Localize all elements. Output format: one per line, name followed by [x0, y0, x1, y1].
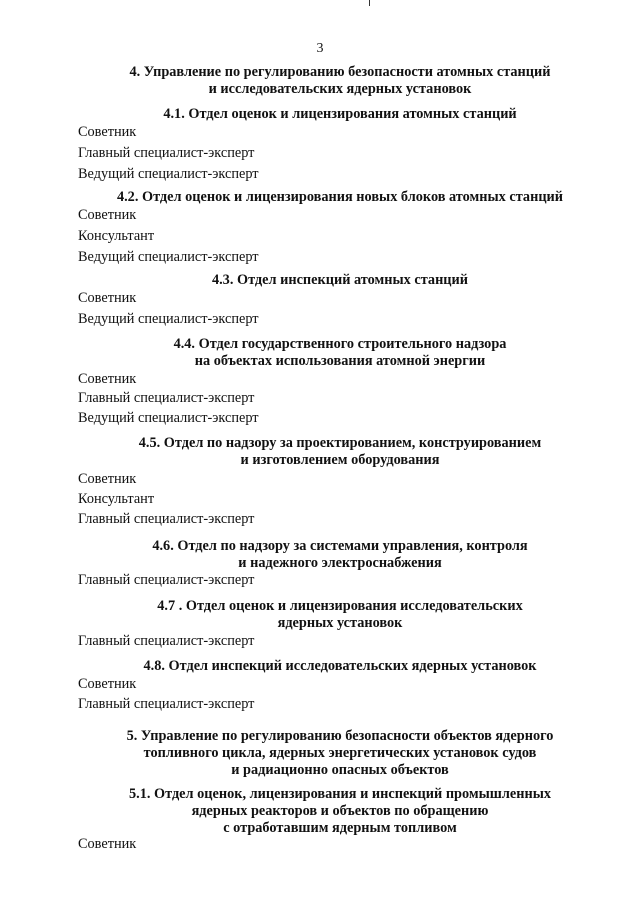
section-4-8-heading: 4.8. Отдел инспекций исследовательских ядерных установок — [143, 658, 537, 674]
position-item: Советник — [78, 836, 137, 852]
position-item: Ведущий специалист-эксперт — [78, 249, 259, 265]
position-item: Советник — [78, 207, 137, 223]
section-5-1-heading: 5.1. Отдел оценок, лицензирования и инспекций промышленных ядерных реакторов и объектов по обращению с отработавшим ядерным топливом — [128, 786, 552, 836]
position-item: Консультант — [78, 228, 155, 244]
position-item: Советник — [78, 290, 137, 306]
scan-edge-mark — [369, 0, 370, 6]
section-4-3-heading: 4.3. Отдел инспекций атомных станций — [211, 272, 469, 288]
section-4-4-heading: 4.4. Отдел государственного строительного надзора на объектах использования атомной энергии — [173, 336, 507, 369]
position-item: Главный специалист-эксперт — [78, 390, 255, 406]
position-item: Советник — [78, 471, 137, 487]
section-4-1-heading: 4.1. Отдел оценок и лицензирования атомных станций — [163, 106, 517, 122]
department-5-heading: 5. Управление по регулированию безопасности объектов ядерного топливного цикла, ядерных энергетических установок судов и радиационно опасных объектов — [126, 728, 554, 778]
position-item: Главный специалист-эксперт — [78, 572, 255, 588]
position-item: Советник — [78, 124, 137, 140]
position-item: Консультант — [78, 491, 155, 507]
position-item: Главный специалист-эксперт — [78, 511, 255, 527]
position-item: Советник — [78, 371, 137, 387]
page-number: 3 — [316, 41, 324, 56]
position-item: Главный специалист-эксперт — [78, 633, 255, 649]
position-item: Главный специалист-эксперт — [78, 696, 255, 712]
section-4-7-heading: 4.7 . Отдел оценок и лицензирования исследовательских ядерных установок — [157, 598, 523, 631]
section-4-2-heading: 4.2. Отдел оценок и лицензирования новых блоков атомных станций — [116, 189, 564, 205]
position-item: Ведущий специалист-эксперт — [78, 311, 259, 327]
position-item: Ведущий специалист-эксперт — [78, 166, 259, 182]
position-item: Главный специалист-эксперт — [78, 145, 255, 161]
position-item: Советник — [78, 676, 137, 692]
section-4-6-heading: 4.6. Отдел по надзору за системами управления, контроля и надежного электроснабжения — [152, 538, 528, 571]
section-4-5-heading: 4.5. Отдел по надзору за проектированием, конструированием и изготовлением оборудования — [138, 435, 542, 468]
position-item: Ведущий специалист-эксперт — [78, 410, 259, 426]
department-4-heading: 4. Управление по регулированию безопасности атомных станций и исследовательских ядерных установок — [129, 64, 551, 97]
